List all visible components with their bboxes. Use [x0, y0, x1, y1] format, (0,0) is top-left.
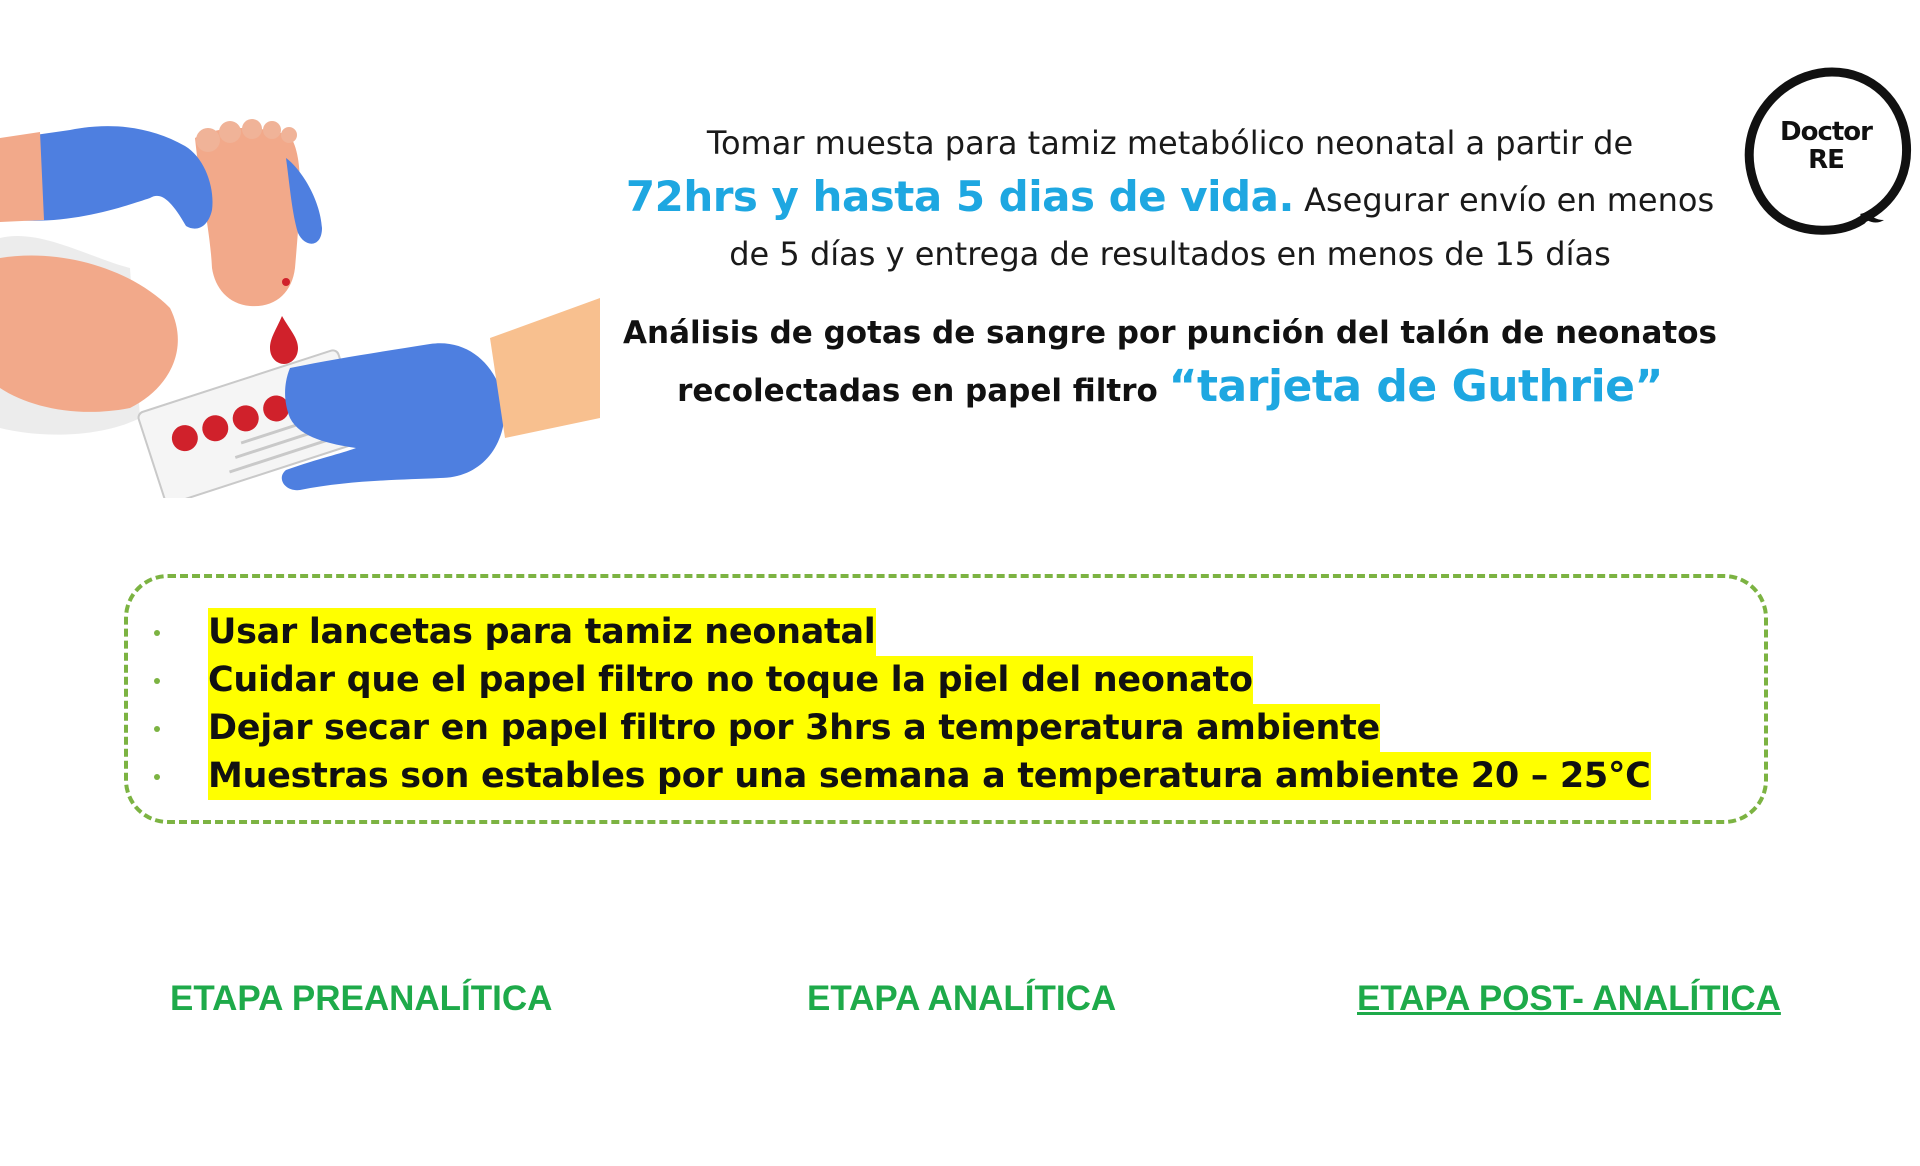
intro-line-2: [600, 170, 1740, 227]
tip-text: Cuidar que el papel filtro no toque la piel del neonato: [208, 656, 1253, 704]
logo-text: [1742, 118, 1910, 174]
tips-box: [124, 574, 1768, 824]
tip-text: Dejar secar en papel filtro por 3hrs a temperatura ambiente: [208, 704, 1380, 752]
analysis-heading: [600, 306, 1740, 418]
heel-prick-illustration: [0, 118, 600, 498]
stage-tabs: [0, 974, 1920, 1024]
logo-line-1: Doctor: [1780, 117, 1872, 147]
stage-preanalitica-link[interactable]: ETAPA PREANALÍTICA: [170, 979, 553, 1018]
stage-analitica-link[interactable]: ETAPA ANALÍTICA: [807, 979, 1117, 1018]
blood-spot: [282, 278, 290, 286]
tip-text: Usar lancetas para tamiz neonatal: [208, 608, 876, 656]
analysis-line-1: Análisis de gotas de sangre por punción del talón de neonatos: [623, 315, 1717, 351]
bullet-icon: [154, 774, 160, 780]
bullet-icon: [154, 630, 160, 636]
logo-line-2: RE: [1808, 145, 1844, 175]
blood-drop: [270, 316, 298, 364]
bullet-icon: [154, 678, 160, 684]
baby-leg: [0, 255, 178, 411]
intro-after-1: Asegurar envío en menos: [1304, 181, 1715, 219]
guthrie-card-highlight: “tarjeta de Guthrie”: [1168, 361, 1663, 412]
stage-post-analitica-link[interactable]: ETAPA POST- ANALÍTICA: [1357, 979, 1781, 1018]
analysis-line-2-text: recolectadas en papel filtro: [677, 373, 1158, 409]
bullet-icon: [154, 726, 160, 732]
tip-text: Muestras son estables por una semana a temperatura ambiente 20 – 25°C: [208, 752, 1651, 800]
intro-highlight: 72hrs y hasta 5 dias de vida.: [625, 172, 1294, 221]
intro-line-1: Tomar muesta para tamiz metabólico neonatal a partir de: [706, 124, 1634, 162]
intro-paragraph: [600, 116, 1740, 281]
analysis-line-2: [600, 360, 1740, 418]
lower-glove: [282, 343, 505, 490]
intro-line-3: de 5 días y entrega de resultados en menos de 15 días: [729, 235, 1611, 273]
